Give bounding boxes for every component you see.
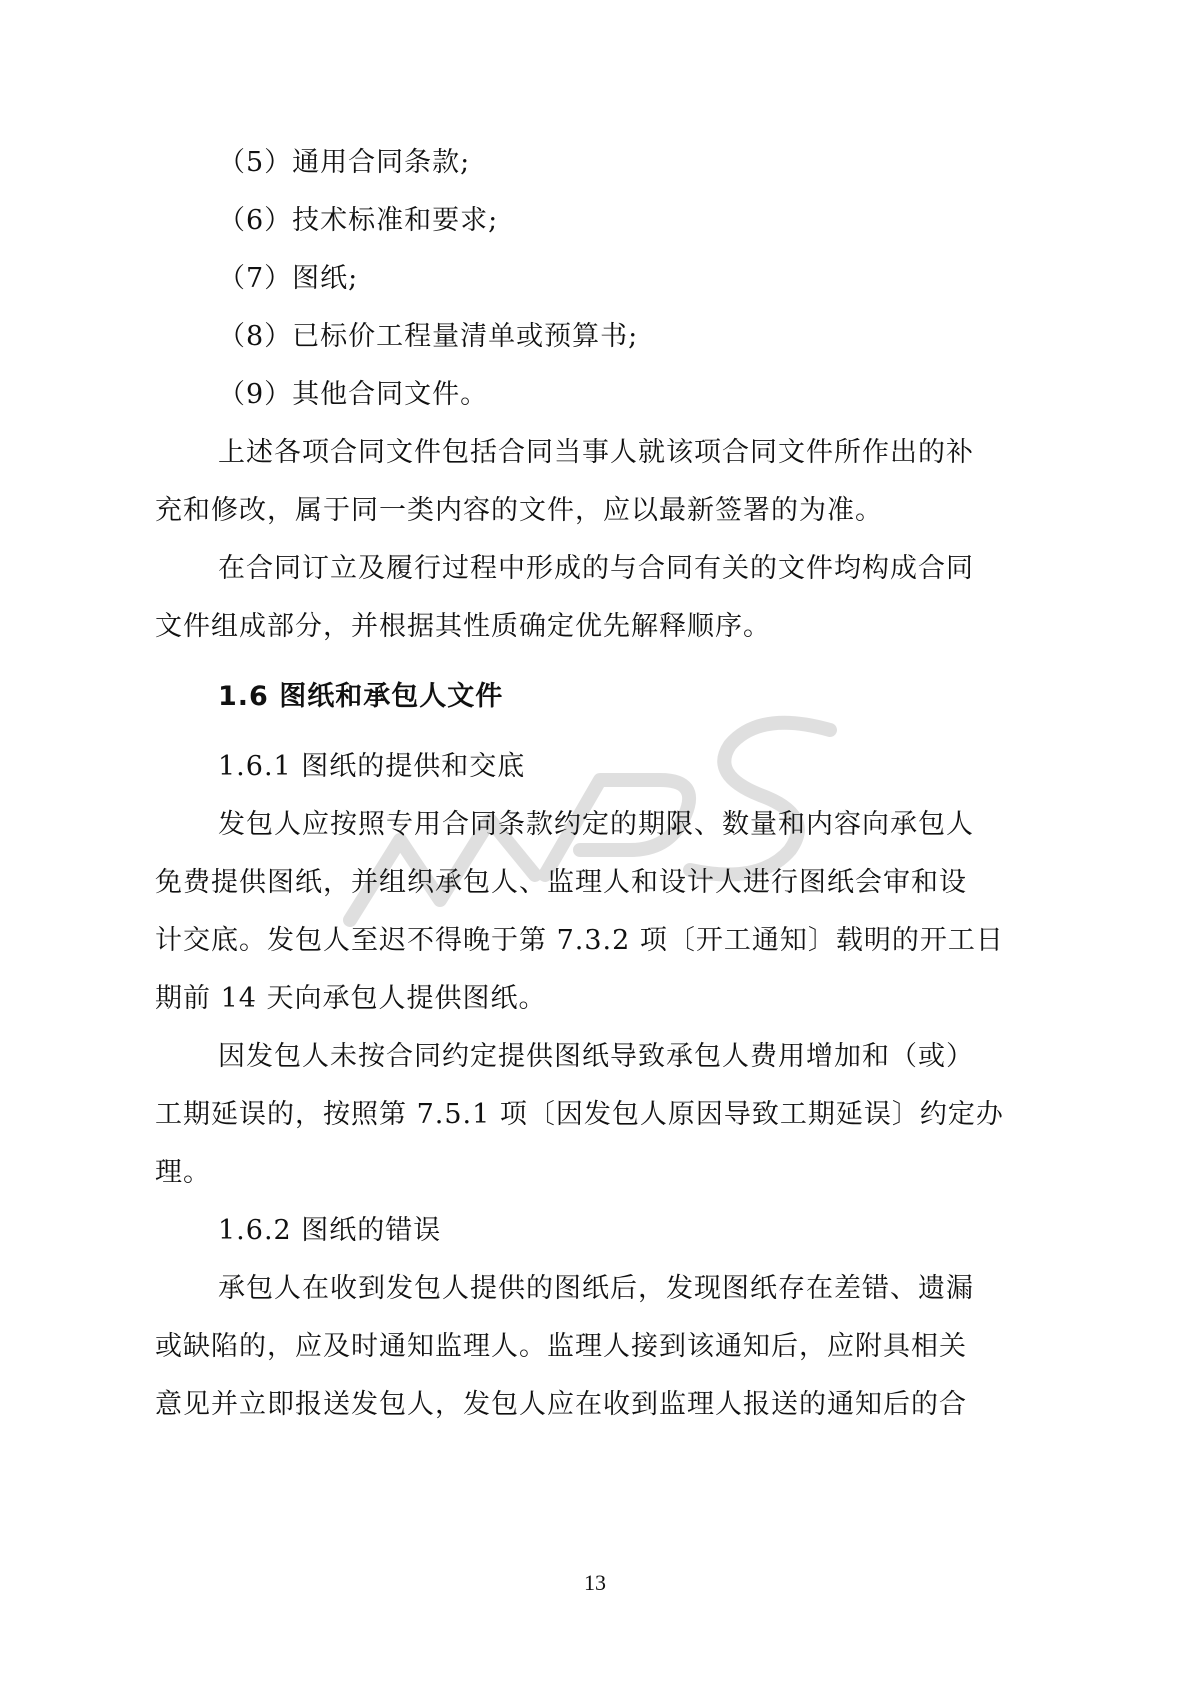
page-number: 13 [584, 1570, 606, 1595]
paragraph-line: 上述各项合同文件包括合同当事人就该项合同文件所作出的补 [218, 437, 974, 468]
paragraph-line: 期前 14 天向承包人提供图纸。 [155, 983, 547, 1014]
section-heading: 1.6 图纸和承包人文件 [218, 681, 504, 712]
paragraph-line: 免费提供图纸，并组织承包人、监理人和设计人进行图纸会审和设 [155, 867, 967, 898]
paragraph-line: 在合同订立及履行过程中形成的与合同有关的文件均构成合同 [218, 553, 974, 584]
paragraph-line: 计交底。发包人至迟不得晚于第 7.3.2 项〔开工通知〕载明的开工日 [155, 925, 1004, 956]
list-item-8: （8）已标价工程量清单或预算书; [218, 321, 639, 352]
paragraph-line: 或缺陷的，应及时通知监理人。监理人接到该通知后，应附具相关 [155, 1331, 967, 1362]
list-item-5: （5）通用合同条款; [218, 147, 471, 178]
paragraph-line: 工期延误的，按照第 7.5.1 项〔因发包人原因导致工期延误〕约定办 [155, 1099, 1004, 1130]
paragraph-line: 因发包人未按合同约定提供图纸导致承包人费用增加和（或） [218, 1041, 974, 1072]
list-item-9: （9）其他合同文件。 [218, 379, 489, 410]
subsection-heading-1: 1.6.1 图纸的提供和交底 [218, 751, 526, 782]
paragraph-line: 意见并立即报送发包人，发包人应在收到监理人报送的通知后的合 [155, 1389, 967, 1420]
paragraph-line: 发包人应按照专用合同条款约定的期限、数量和内容向承包人 [218, 809, 974, 840]
subsection-heading-2: 1.6.2 图纸的错误 [218, 1215, 442, 1246]
paragraph-line: 承包人在收到发包人提供的图纸后，发现图纸存在差错、遗漏 [218, 1273, 974, 1304]
paragraph-line: 充和修改，属于同一类内容的文件，应以最新签署的为准。 [155, 495, 883, 526]
list-item-7: （7）图纸; [218, 263, 359, 294]
paragraph-line: 文件组成部分，并根据其性质确定优先解释顺序。 [155, 611, 771, 642]
list-item-6: （6）技术标准和要求; [218, 205, 499, 236]
paragraph-line: 理。 [155, 1157, 211, 1188]
